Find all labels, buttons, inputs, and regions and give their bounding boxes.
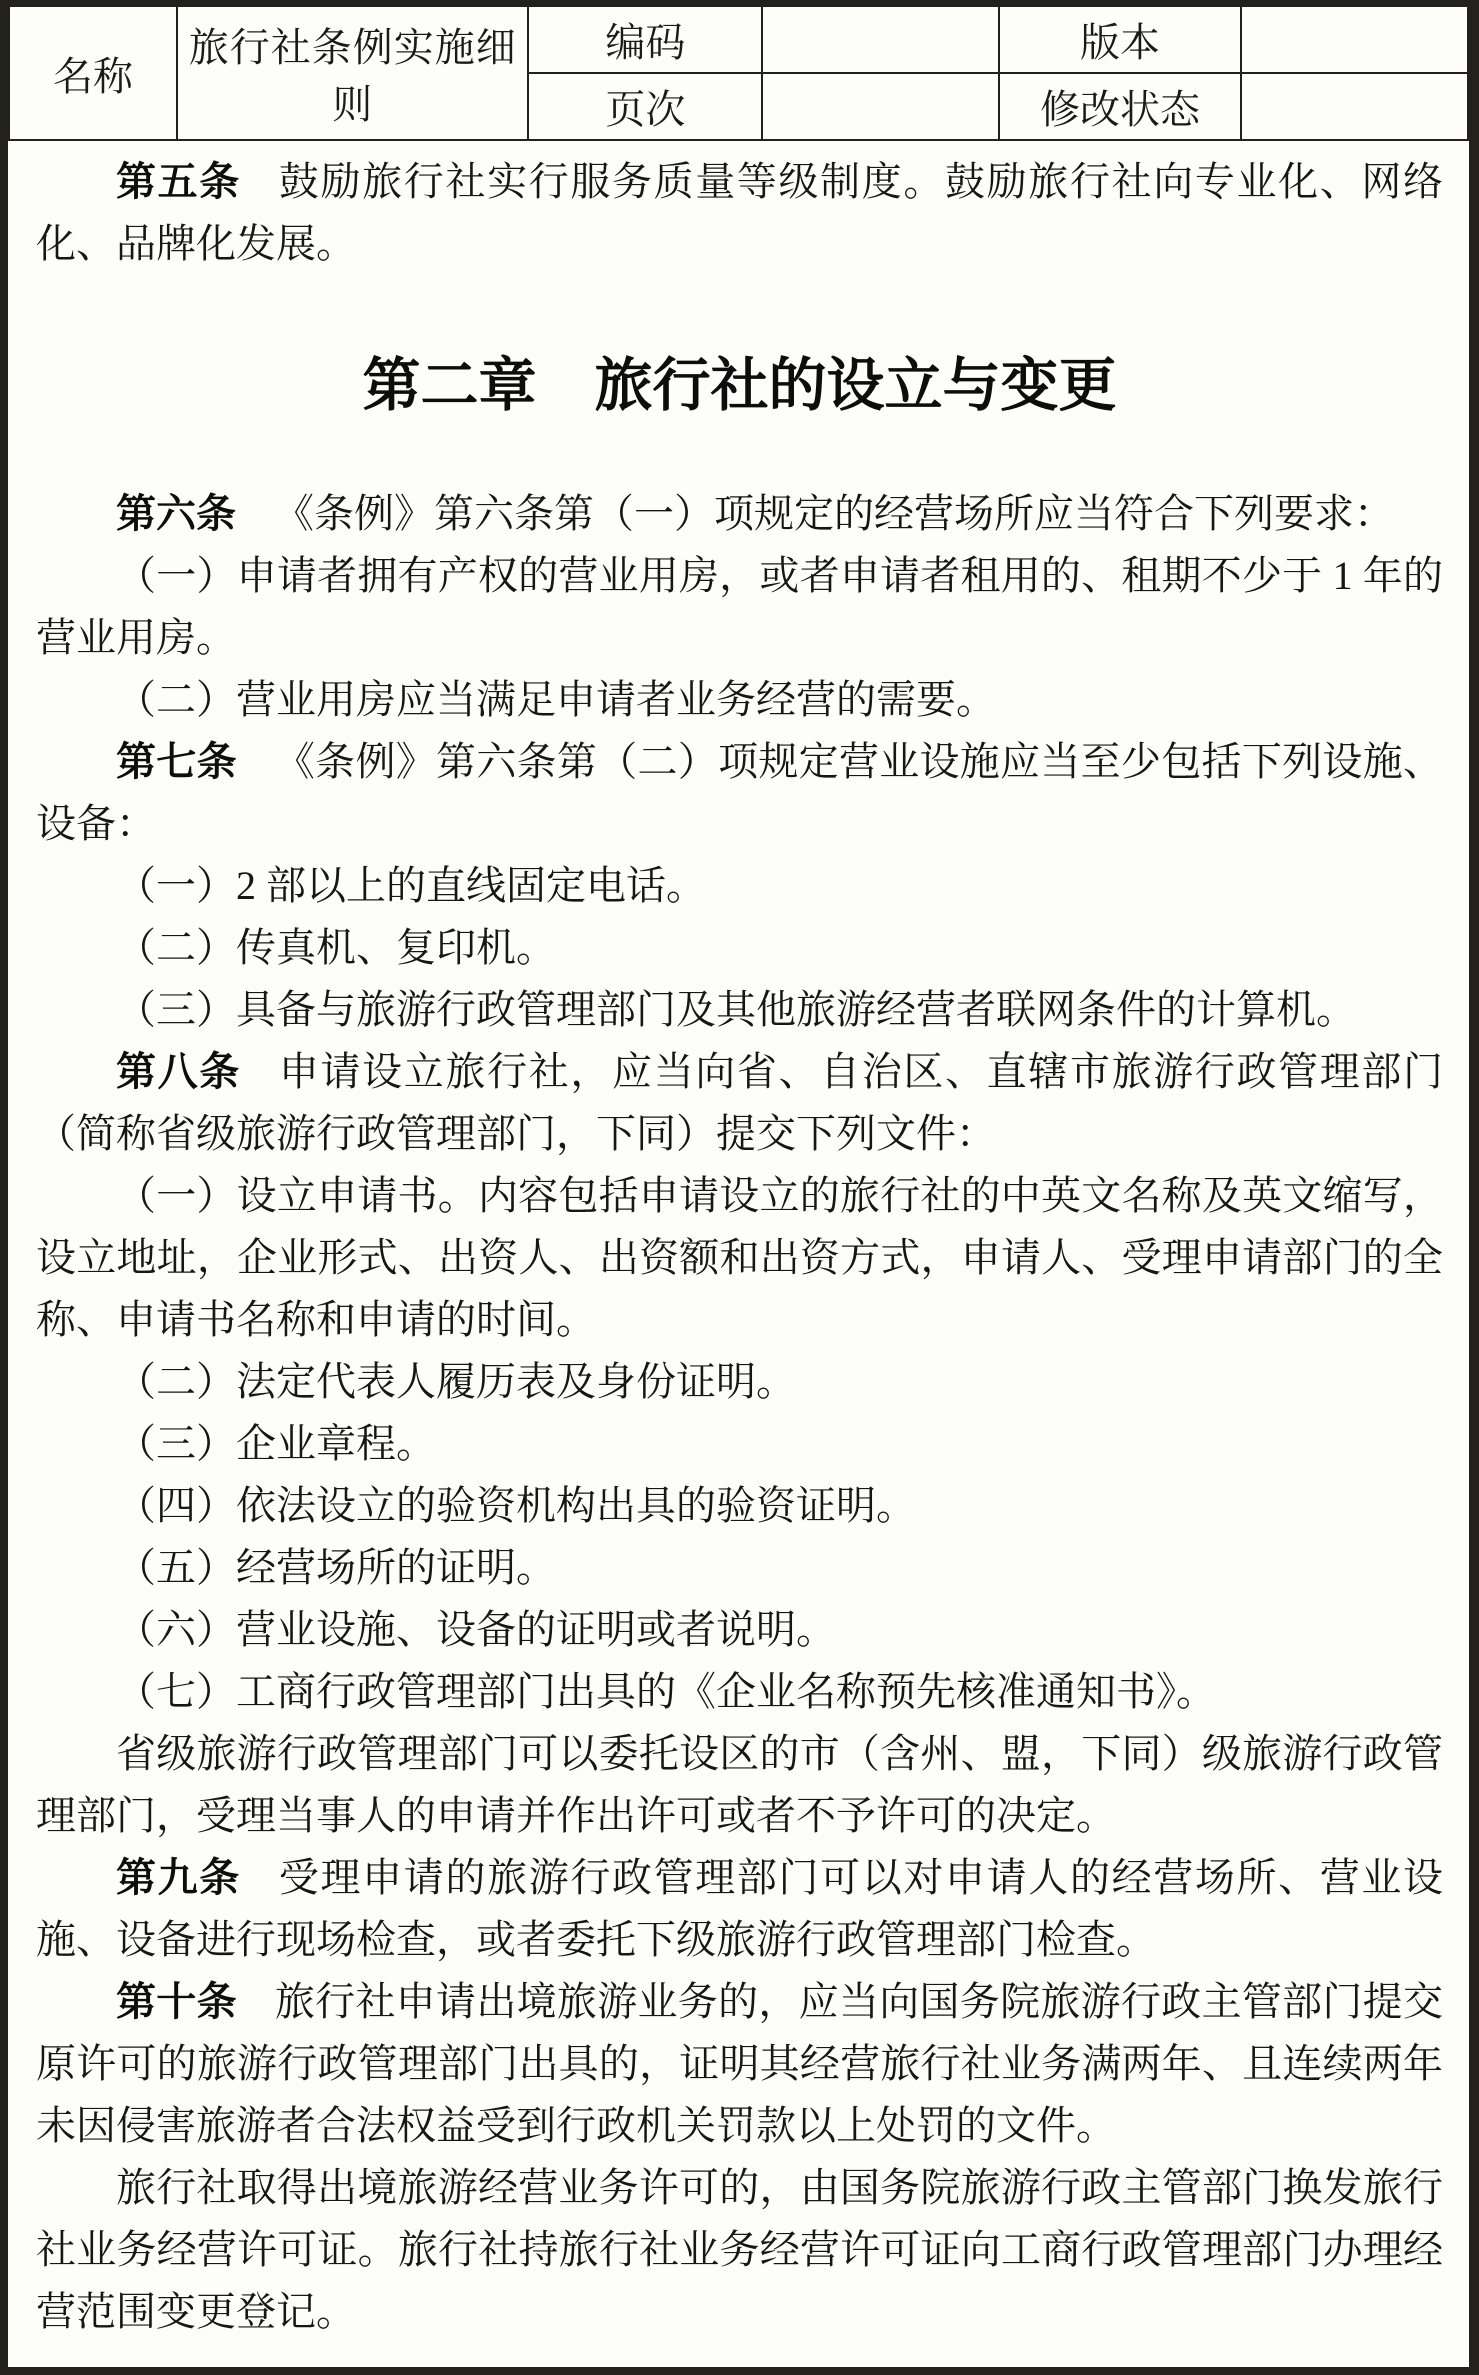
paragraph [36, 1165, 1443, 1351]
article-paragraph [36, 731, 1443, 855]
paragraph [36, 1599, 1443, 1661]
paragraph-text: （七）工商行政管理部门出具的《企业名称预先核准通知书》。 [116, 1669, 1216, 1714]
paragraph-text: 旅行社申请出境旅游业务的，应当向国务院旅游行政主管部门提交原许可的旅游行政管理部门出具的，证明其经营旅行社业务满两年、且连续两年未因侵害旅游者合法权益受到行政机关罚款以上处罚的文件。 [36, 1979, 1444, 2148]
paragraph [36, 1413, 1443, 1475]
chapter-heading: 第二章 旅行社的设立与变更 [362, 353, 1117, 418]
paragraph [36, 917, 1443, 979]
header-row-1 [9, 6, 1468, 73]
article-number: 第五条 [116, 159, 241, 204]
paragraph-text: （三）企业章程。 [116, 1421, 436, 1466]
paragraph [36, 1661, 1443, 1723]
page-label-cell: 页次 [528, 73, 762, 140]
paragraph [36, 1723, 1443, 1847]
revision-label-cell: 修改状态 [999, 73, 1241, 140]
paragraph-text: （一）2 部以上的直线固定电话。 [116, 863, 706, 908]
name-label-cell: 名称 [9, 6, 177, 140]
paragraph [36, 1475, 1443, 1537]
paragraph [36, 1537, 1443, 1599]
paragraph-text: （六）营业设施、设备的证明或者说明。 [116, 1607, 836, 1652]
paragraph-text: 《条例》第六条第（二）项规定营业设施应当至少包括下列设施、设备： [36, 739, 1444, 846]
paragraph-text: （五）经营场所的证明。 [116, 1545, 556, 1590]
article-paragraph [36, 483, 1443, 545]
paragraph [36, 2157, 1443, 2343]
paragraph-text: （二）营业用房应当满足申请者业务经营的需要。 [116, 677, 996, 722]
code-value-cell [762, 6, 999, 73]
paragraph [36, 979, 1443, 1041]
code-label-cell: 编码 [528, 6, 762, 73]
paragraph [36, 855, 1443, 917]
version-value-cell [1241, 6, 1468, 73]
article-number: 第十条 [116, 1979, 237, 2024]
paragraph-text: 鼓励旅行社实行服务质量等级制度。鼓励旅行社向专业化、网络化、品牌化发展。 [36, 159, 1444, 266]
paragraph-text: （三）具备与旅游行政管理部门及其他旅游经营者联网条件的计算机。 [116, 987, 1356, 1032]
article-number: 第七条 [116, 739, 237, 784]
article-number: 第六条 [116, 491, 236, 536]
article-paragraph [36, 151, 1443, 275]
paragraph [36, 1351, 1443, 1413]
paragraph-text: （二）法定代表人履历表及身份证明。 [116, 1359, 796, 1404]
name-value-cell: 旅行社条例实施细则 [177, 6, 529, 140]
header-table [8, 5, 1469, 141]
paragraph-text: （四）依法设立的验资机构出具的验资证明。 [116, 1483, 916, 1528]
article-number: 第八条 [116, 1049, 241, 1094]
document-body [8, 141, 1469, 2367]
version-label-cell: 版本 [999, 6, 1241, 73]
paragraph-text: 省级旅游行政管理部门可以委托设区的市（含州、盟，下同）级旅游行政管理部门，受理当事人的申请并作出许可或者不予许可的决定。 [36, 1731, 1443, 1838]
article-number: 第九条 [116, 1855, 241, 1900]
paragraph-text: 受理申请的旅游行政管理部门可以对申请人的经营场所、营业设施、设备进行现场检查，或者委托下级旅游行政管理部门检查。 [36, 1855, 1444, 1962]
paragraph-text: 申请设立旅行社，应当向省、自治区、直辖市旅游行政管理部门（简称省级旅游行政管理部门，下同）提交下列文件： [36, 1049, 1444, 1156]
article-paragraph [36, 1041, 1443, 1165]
paragraph-text: 旅行社取得出境旅游经营业务许可的，由国务院旅游行政主管部门换发旅行社业务经营许可证。旅行社持旅行社业务经营许可证向工商行政管理部门办理经营范围变更登记。 [36, 2165, 1443, 2334]
paragraph [36, 669, 1443, 731]
page-value-cell [762, 73, 999, 140]
article-paragraph [36, 1847, 1443, 1971]
paragraph-text: （一）申请者拥有产权的营业用房，或者申请者租用的、租期不少于 1 年的营业用房。 [36, 553, 1443, 660]
article-paragraph [36, 1971, 1443, 2157]
paragraph-text: 《条例》第六条第（一）项规定的经营场所应当符合下列要求： [274, 491, 1394, 536]
paragraph-text: （二）传真机、复印机。 [116, 925, 556, 970]
paragraph-text: （一）设立申请书。内容包括申请设立的旅行社的中英文名称及英文缩写，设立地址，企业形式、出资人、出资额和出资方式，申请人、受理申请部门的全称、申请书名称和申请的时间。 [36, 1173, 1443, 1342]
paragraph [36, 545, 1443, 669]
revision-value-cell [1241, 73, 1468, 140]
